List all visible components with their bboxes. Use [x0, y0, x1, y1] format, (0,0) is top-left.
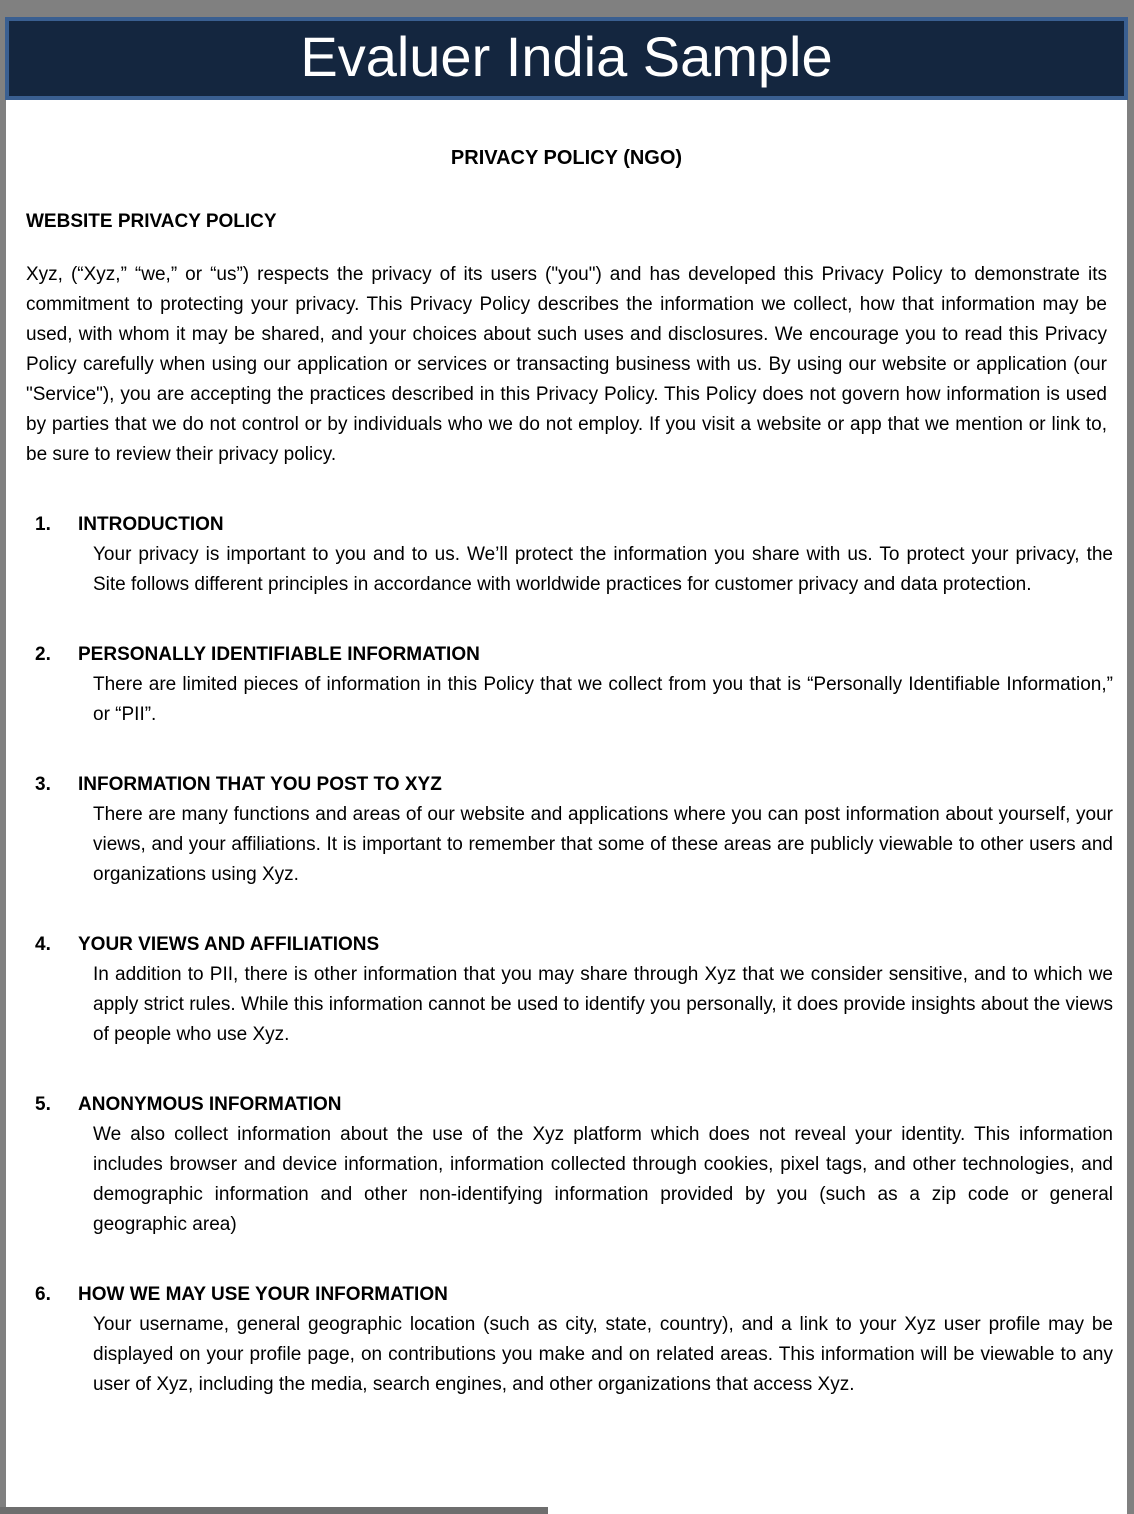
document-page — [6, 17, 1127, 1514]
document-header-banner — [5, 17, 1128, 100]
section-heading-row — [20, 640, 1113, 670]
section-heading: YOUR VIEWS AND AFFILIATIONS — [78, 934, 380, 955]
document-title: PRIVACY POLICY (NGO) — [450, 147, 683, 169]
section-your-views-and-affiliations — [20, 930, 1113, 1050]
intro-paragraph: Xyz, (“Xyz,” “we,” or “us”) respects the privacy of its users ("you") and has developed this Privacy Policy to demonstrate its commitment to protecting your privacy. This Privacy Policy describes the information we collect, how that information may be used, with whom it may be shared, and your choices about such uses and disclosures. We encourage you to read this Privacy Policy carefully when using our application or services or transacting business with us. By using our website or application (our "Service"), you are accepting the practices described in this Privacy Policy. This Policy does not govern how information is used by parties that we do not control or by individuals who we do not employ. If you visit a website or app that we mention or link to, be sure to review their privacy policy. — [26, 264, 1107, 465]
section-number: 3. — [35, 774, 51, 795]
section-heading: ANONYMOUS INFORMATION — [78, 1094, 342, 1115]
section-heading: INTRODUCTION — [78, 514, 224, 535]
section-heading-row — [20, 1280, 1113, 1310]
section-body: We also collect information about the use of the Xyz platform which does not reveal your identity. This information includes browser and device information, information collected through cookies, pixel tags, and other technologies, and demographic information and other non-identifying information provided by you (such as a zip code or general geographic area) — [93, 1124, 1113, 1235]
section-introduction — [20, 510, 1113, 600]
section-body: There are many functions and areas of our website and applications where you can post information about yourself, your views, and your affiliations. It is important to remember that some of these areas are publicly viewable to other users and organizations using Xyz. — [93, 804, 1113, 885]
next-page-edge — [0, 1507, 548, 1514]
section-body: In addition to PII, there is other information that you may share through Xyz that we consider sensitive, and to which we apply strict rules. While this information cannot be used to identify you personally, it does provide insights about the views of people who use Xyz. — [93, 964, 1113, 1045]
section-anonymous-information — [20, 1090, 1113, 1240]
section-body: There are limited pieces of information in this Policy that we collect from you that is “Personally Identifiable Information,” or “PII”. — [93, 674, 1113, 725]
section-heading: INFORMATION THAT YOU POST TO XYZ — [78, 774, 442, 795]
section-number: 4. — [35, 934, 51, 955]
banner-title: Evaluer India Sample — [300, 24, 833, 88]
section-body: Your privacy is important to you and to us. We’ll protect the information you share with us. To protect your privacy, the Site follows different principles in accordance with worldwide practices for customer privacy and data protection. — [93, 544, 1113, 595]
section-heading-row — [20, 510, 1113, 540]
document-subtitle: WEBSITE PRIVACY POLICY — [26, 211, 277, 232]
section-heading: PERSONALLY IDENTIFIABLE INFORMATION — [78, 644, 480, 665]
section-body: Your username, general geographic location (such as city, state, country), and a link to your Xyz user profile may be displayed on your profile page, on contributions you make and on related areas. This information will be viewable to any user of Xyz, including the media, search engines, and other organizations that access Xyz. — [93, 1314, 1113, 1395]
section-heading-row — [20, 930, 1113, 960]
section-list — [20, 510, 1113, 1400]
section-heading: HOW WE MAY USE YOUR INFORMATION — [78, 1284, 448, 1305]
section-heading-row — [20, 770, 1113, 800]
document-body — [20, 100, 1113, 1514]
section-number: 5. — [35, 1094, 51, 1115]
section-information-you-post — [20, 770, 1113, 890]
section-heading-row — [20, 1090, 1113, 1120]
section-number: 6. — [35, 1284, 51, 1305]
section-number: 1. — [35, 514, 51, 535]
section-personally-identifiable-information — [20, 640, 1113, 730]
section-how-we-may-use-your-information — [20, 1280, 1113, 1400]
section-number: 2. — [35, 644, 51, 665]
